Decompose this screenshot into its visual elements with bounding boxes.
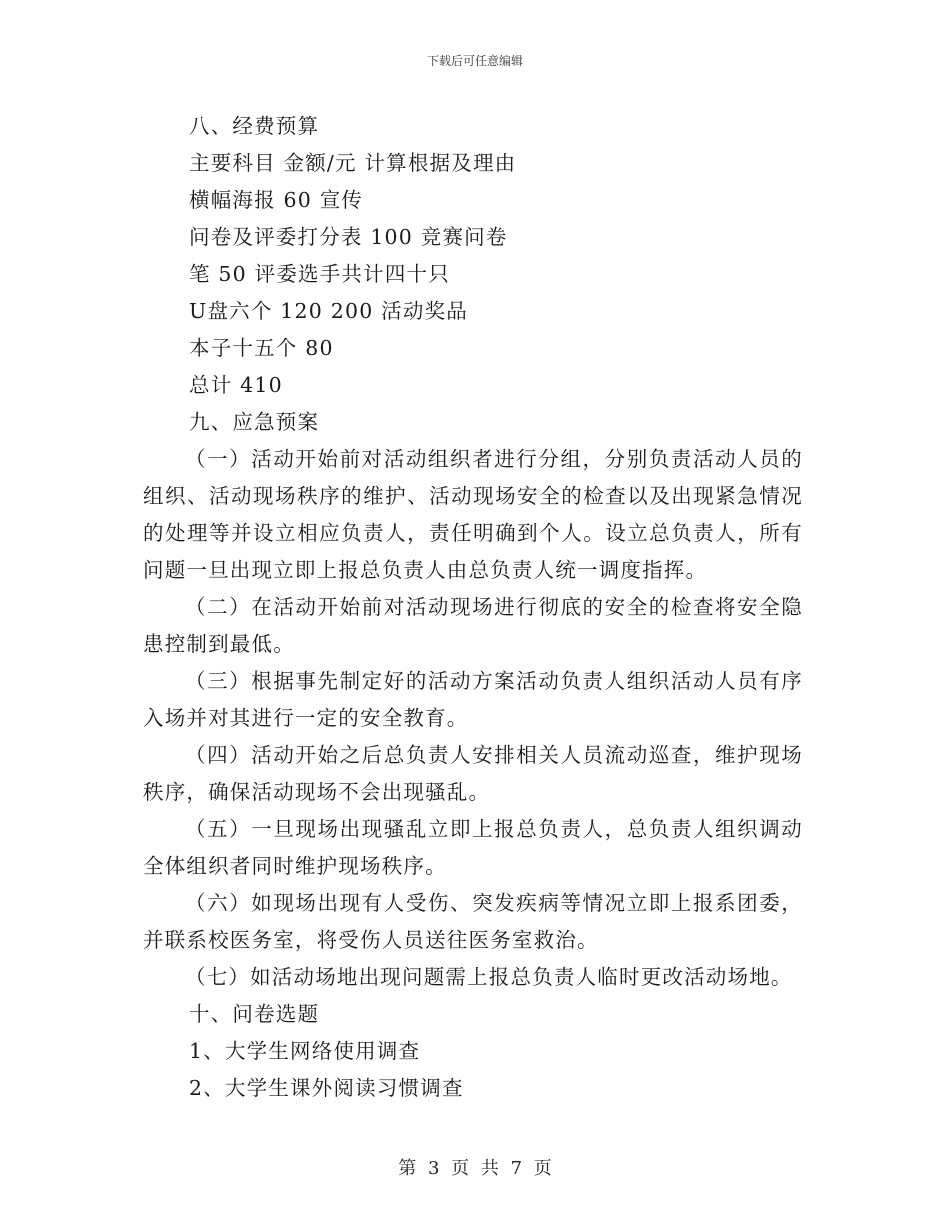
survey-item: 2、大学生课外阅读习惯调查 [189,1076,464,1100]
budget-total: 总计 410 [189,373,283,397]
document-body [143,108,803,1107]
page-footer: 第 3 页 共 7 页 [398,1158,552,1179]
emergency-paragraph: （三）根据事先制定好的活动方案活动负责人组织活动人员有序入场并对其进行一定的安全教育。 [143,669,803,730]
emergency-paragraph: （五）一旦现场出现骚乱立即上报总负责人，总负责人组织调动全体组织者同时维护现场秩序。 [143,817,803,878]
emergency-paragraph: （四）活动开始之后总负责人安排相关人员流动巡查，维护现场秩序，确保活动现场不会出现骚乱。 [143,743,803,804]
emergency-paragraph: （一）活动开始前对活动组织者进行分组，分别负责活动人员的组织、活动现场秩序的维护、活动现场安全的检查以及出现紧急情况的处理等并设立相应负责人，责任明确到个人。设立总负责人，所有问题一旦出现立即上报总负责人由总负责人统一调度指挥。 [143,447,803,582]
budget-line: U盘六个 120 200 活动奖品 [189,299,468,323]
budget-line: 问卷及评委打分表 100 竞赛问卷 [189,225,508,249]
emergency-paragraph: （六）如现场出现有人受伤、突发疾病等情况立即上报系团委，并联系校医务室，将受伤人员送往医务室救治。 [143,891,803,952]
budget-line: 笔 50 评委选手共计四十只 [189,262,450,286]
budget-line: 主要科目 金额/元 计算根据及理由 [189,151,517,175]
emergency-paragraph: （二）在活动开始前对活动现场进行彻底的安全的检查将安全隐患控制到最低。 [143,595,803,656]
budget-line: 横幅海报 60 宣传 [189,188,364,212]
section-heading-survey: 十、问卷选题 [189,1002,320,1026]
page-header: 下载后可任意编辑 [426,54,523,68]
emergency-paragraph: （七）如活动场地出现问题需上报总负责人临时更改活动场地。 [185,965,793,989]
survey-item: 1、大学生网络使用调查 [189,1039,421,1063]
section-heading-emergency: 九、应急预案 [189,410,320,434]
budget-line: 本子十五个 80 [189,336,334,360]
section-heading-budget: 八、经费预算 [189,114,320,138]
